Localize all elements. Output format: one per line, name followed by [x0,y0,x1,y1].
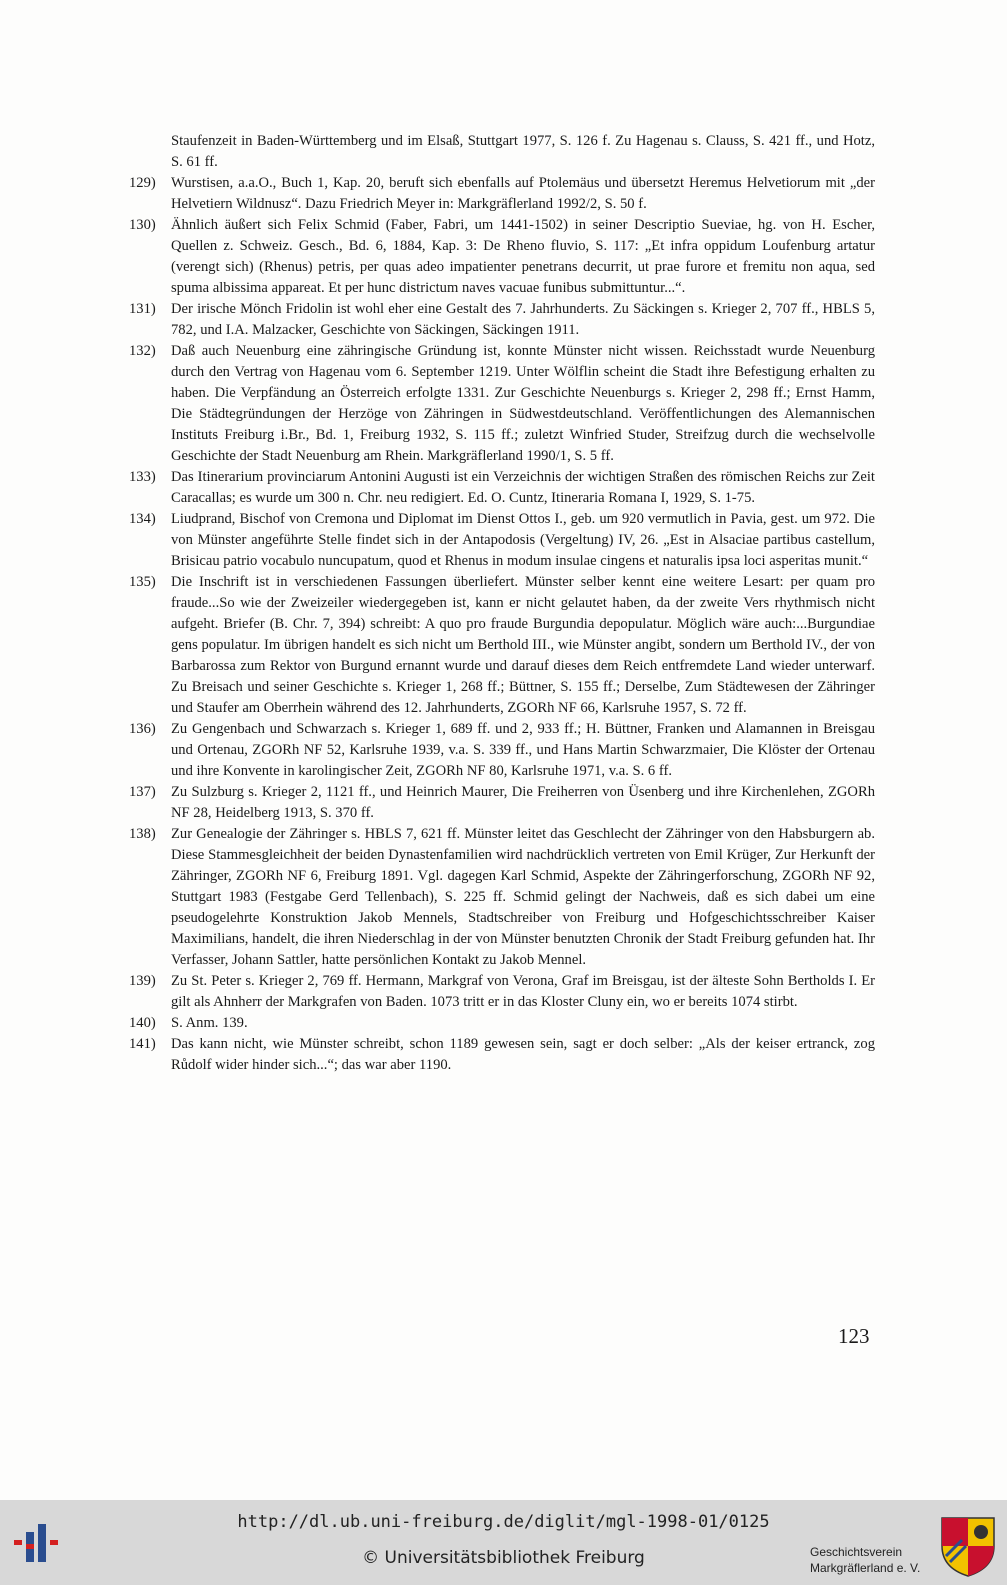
footnote [129,782,875,824]
footnote-number: 136) [129,721,156,737]
footnote-continuation: Staufenzeit in Baden-Württemberg und im Elsaß, Stuttgart 1977, S. 126 f. Zu Hagenau s. Clauss, S. 421 ff., und Hotz, S. 61 ff. [171,133,875,170]
footnote [129,572,875,719]
footnote-text: Liudprand, Bischof von Cremona und Diplomat im Dienst Ottos I., geb. um 920 vermutlich in Pavia, gest. um 972. Die von Münster angeführte Stelle findet sich in der Antapodosis (Vergeltung) IV, 26. „Est in Alsaciae partibus castellum, Brisicau patrio vocabulo nuncupatum, quod et Rhenus in modum insulae cingens et naturalis ipsa loci asperitas munit.“ [171,511,875,569]
footer-bar [0,1500,1007,1585]
footnote [129,467,875,509]
footnote-number: 141) [129,1036,156,1052]
footnote-text: Zu St. Peter s. Krieger 2, 769 ff. Hermann, Markgraf von Verona, Graf im Breisgau, ist der älteste Sohn Bertholds I. Er gilt als Ahnherr der Markgrafen von Baden. 1073 tritt er in das Kloster Cluny ein, wo er bereits 1074 stirbt. [171,973,875,1010]
footnote [129,509,875,572]
footnote-text: Ähnlich äußert sich Felix Schmid (Faber, Fabri, um 1441-1502) in seiner Descriptio Sueviae, hg. von H. Escher, Quellen z. Schweiz. Gesch., Bd. 6, 1884, Kap. 3: De Rheno fluvio, S. 117: „Et infra oppidum Loufenburg artatur (verengt sich) (Rhenus) petris, per quas adeo impatienter penetrans decurrit, ut prae furore et fremitu non aqua, sed spuma albissima appareat. Et per hunc districtum naves vacuae funibus submittuntur...“. [171,217,875,296]
society-line-1: Geschichtsverein [810,1545,903,1559]
coat-of-arms-icon [940,1516,996,1578]
footnote [129,719,875,782]
footnote-number: 131) [129,301,156,317]
footnote-text: Zu Sulzburg s. Krieger 2, 1121 ff., und Heinrich Maurer, Die Freiherren von Üsenberg und ihre Kirchenlehen, ZGORh NF 28, Heidelberg 1913, S. 370 ff. [171,784,875,821]
footnote-number: 134) [129,511,156,527]
footnote-text: Zur Genealogie der Zähringer s. HBLS 7, 621 ff. Münster leitet das Geschlecht der Zähringer von den Habsburgern ab. Diese Stammesgleichheit der beiden Dynastenfamilien wird nachdrücklich vertreten von Emil Krüger, Zur Herkunft der Zähringer, ZGORh NF 6, Freiburg 1891. Vgl. dagegen Karl Schmid, Aspekte der Zähringerforschung, ZGORh NF 92, Stuttgart 1983 (Festgabe Gerd Tellenbach), S. 225 ff. Schmid gelingt der Nachweis, daß es sich dabei um eine pseudogelehrte Konstruktion Jakob Mennels, Stadtschreiber von Freiburg und Hofgeschichtsschreiber Kaiser Maximilians, handelt, die ihren Niederschlag in der von Münster benutzten Chronik der Stadt Freiburg gefunden hat. Ihr Verfasser, Johann Sattler, hatte persönlichen Kontakt zu Jakob Mennel. [171,826,875,968]
footnote-text: Wurstisen, a.a.O., Buch 1, Kap. 20, beruft sich ebenfalls auf Ptolemäus und übersetzt Heremus Helvetiorum mit „der Helvetiern Wildnusz“. Dazu Friedrich Meyer in: Markgräflerland 1992/2, S. 50 f. [171,175,875,212]
footnote-number: 130) [129,217,156,233]
footnote-text: Daß auch Neuenburg eine zähringische Gründung ist, konnte Münster nicht wissen. Reichsstadt wurde Neuenburg durch den Vertrag von Hagenau vom 6. September 1219. Unter Wölflin scheint die Stadt ihre Befestigung erhalten zu haben. Die Verpfändung an Österreich erfolgte 1331. Zur Geschichte Neuenburgs s. Krieger 2, 298 ff.; Ernst Hamm, Die Städtegründungen der Herzöge von Zähringen in Südwestdeutschland. Veröffentlichungen des Alemannischen Instituts Freiburg i.Br., Bd. 1, Freiburg 1932, S. 115 ff.; zuletzt Winfried Studer, Streifzug durch die wechselvolle Geschichte der Stadt Neuenburg am Rhein. Markgräflerland 1990/1, S. 5 ff. [171,343,875,464]
footnote-number: 135) [129,574,156,590]
footnote [129,971,875,1013]
page-number: 123 [838,1324,870,1348]
footnote-text: Der irische Mönch Fridolin ist wohl eher eine Gestalt des 7. Jahrhunderts. Zu Säckingen s. Krieger 2, 707 ff., HBLS 5, 782, und I.A. Malzacker, Geschichte von Säckingen, Säckingen 1911. [171,301,875,338]
footnote [129,824,875,971]
footnote-text: Das Itinerarium provinciarum Antonini Augusti ist ein Verzeichnis der wichtigen Straßen des römischen Reichs zur Zeit Caracallas; es wurde um 300 n. Chr. neu redigiert. Ed. O. Cuntz, Itineraria Romana I, 1929, S. 1-75. [171,469,875,506]
document-url[interactable]: http://dl.ub.uni-freiburg.de/diglit/mgl-1998-01/0125 [237,1512,770,1532]
society-name [810,1544,920,1576]
footnote [129,341,875,467]
footnote-text: Zu Gengenbach und Schwarzach s. Krieger 1, 689 ff. und 2, 933 ff.; H. Büttner, Franken und Alamannen in Breisgau und Ortenau, ZGORh NF 52, Karlsruhe 1939, v.a. S. 339 ff., und Hans Martin Schwarzmaier, Die Klöster der Ortenau und ihre Konvente in karolingischer Zeit, ZGORh NF 80, Karlsruhe 1971, v.a. S. 6 ff. [171,721,875,779]
footnote-text: Die Inschrift ist in verschiedenen Fassungen überliefert. Münster selber kennt eine weitere Lesart: per quam pro fraude...So wie der Zweizeiler wiedergegeben ist, kann er nicht gelautet haben, da der zweite Vers rhythmisch nicht aufgeht. Briefer (B. Chr. 7, 394) schreibt: A quo pro fraude Burgundia depopulatur. Möglich wäre auch:...Burgundiae gens populatur. Im übrigen handelt es sich nicht um Berthold III., wie Münster angibt, sondern um Berthold IV., der von Barbarossa zum Rektor von Burgund ernannt wurde und darauf dieses dem Reich entfremdete Land wieder unterwarf. Zu Breisach und seiner Geschichte s. Krieger 1, 268 ff.; Büttner, S. 155 ff.; Derselbe, Zum Städtewesen der Zähringer und Staufer am Oberrhein während des 12. Jahrhunderts, ZGORh NF 66, Karlsruhe 1957, S. 72 ff. [171,574,875,716]
copyright-notice: © Universitätsbibliothek Freiburg [362,1548,645,1568]
footnote [129,173,875,215]
footnote-number: 137) [129,784,156,800]
footnote-number: 129) [129,175,156,191]
footnote-list [129,173,875,1076]
footnote [129,215,875,299]
footnote-text: S. Anm. 139. [171,1015,248,1031]
footnote [129,299,875,341]
footnote-number: 140) [129,1015,156,1031]
footnotes [129,131,875,1076]
society-line-2: Markgräflerland e. V. [810,1561,921,1575]
footnote-text: Das kann nicht, wie Münster schreibt, schon 1189 gewesen sein, sagt er doch selber: „Als der keiser ertranck, zog Růdolf wider hinder sich...“; das war aber 1190. [171,1036,875,1073]
footnote-number: 132) [129,343,156,359]
footnote-number: 139) [129,973,156,989]
footnote-number: 133) [129,469,156,485]
footnote-number: 138) [129,826,156,842]
footnote [129,1013,875,1034]
footnote [129,1034,875,1076]
